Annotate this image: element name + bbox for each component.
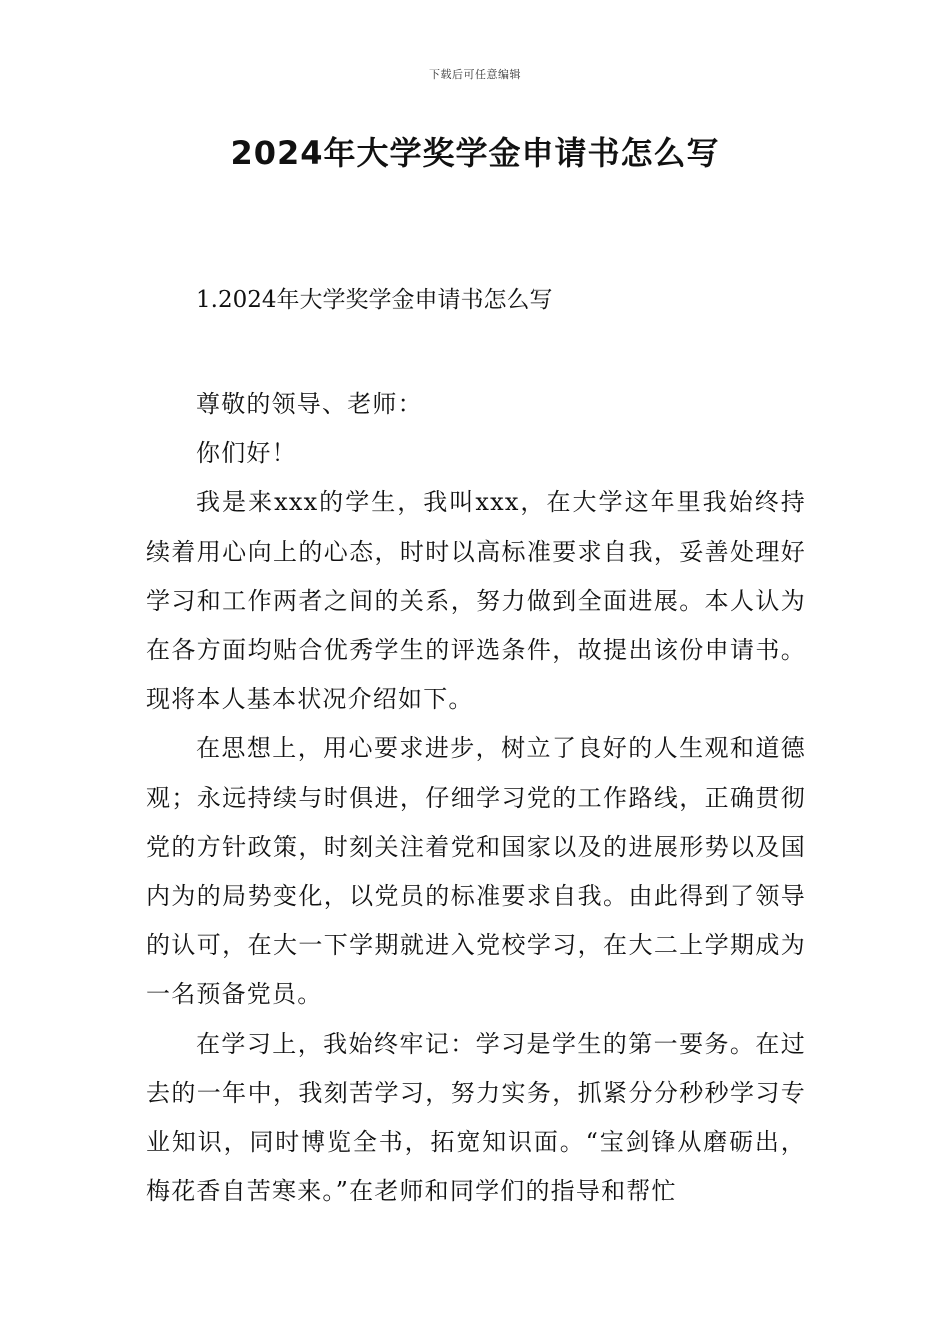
document-title: 2024年大学奖学金申请书怎么写 (230, 134, 720, 172)
body-paragraph-thought: 在思想上，用心要求进步，树立了良好的人生观和道德观；永远持续与时俱进，仔细学习党的工作路线，正确贯彻党的方针政策，时刻关注着党和国家以及的进展形势以及国内为的局势变化，以党员的标准要求自我。由此得到了领导的认可，在大一下学期就进入党校学习，在大二上学期成为一名预备党员。 (146, 734, 806, 1009)
section-heading: 1.2024年大学奖学金申请书怎么写 (196, 287, 553, 313)
header-note: 下载后可任意编辑 (429, 68, 521, 81)
body-paragraph-study: 在学习上，我始终牢记：学习是学生的第一要务。在过去的一年中，我刻苦学习，努力实务，抓紧分分秒秒学习专业知识，同时博览全书，拓宽知识面。“宝剑锋从磨砺出，梅花香自苦寒来。”在老师和同学们的指导和帮忙 (146, 1029, 806, 1206)
document-body (146, 380, 806, 1216)
body-paragraph-intro: 我是来xxx的学生，我叫xxx，在大学这年里我始终持续着用心向上的心态，时时以高标准要求自我，妥善处理好学习和工作两者之间的关系，努力做到全面进展。本人认为在各方面均贴合优秀学生的评选条件，故提出该份申请书。现将本人基本状况介绍如下。 (146, 488, 806, 714)
greeting: 你们好！ (196, 439, 297, 468)
salutation: 尊敬的领导、老师： (196, 390, 423, 418)
